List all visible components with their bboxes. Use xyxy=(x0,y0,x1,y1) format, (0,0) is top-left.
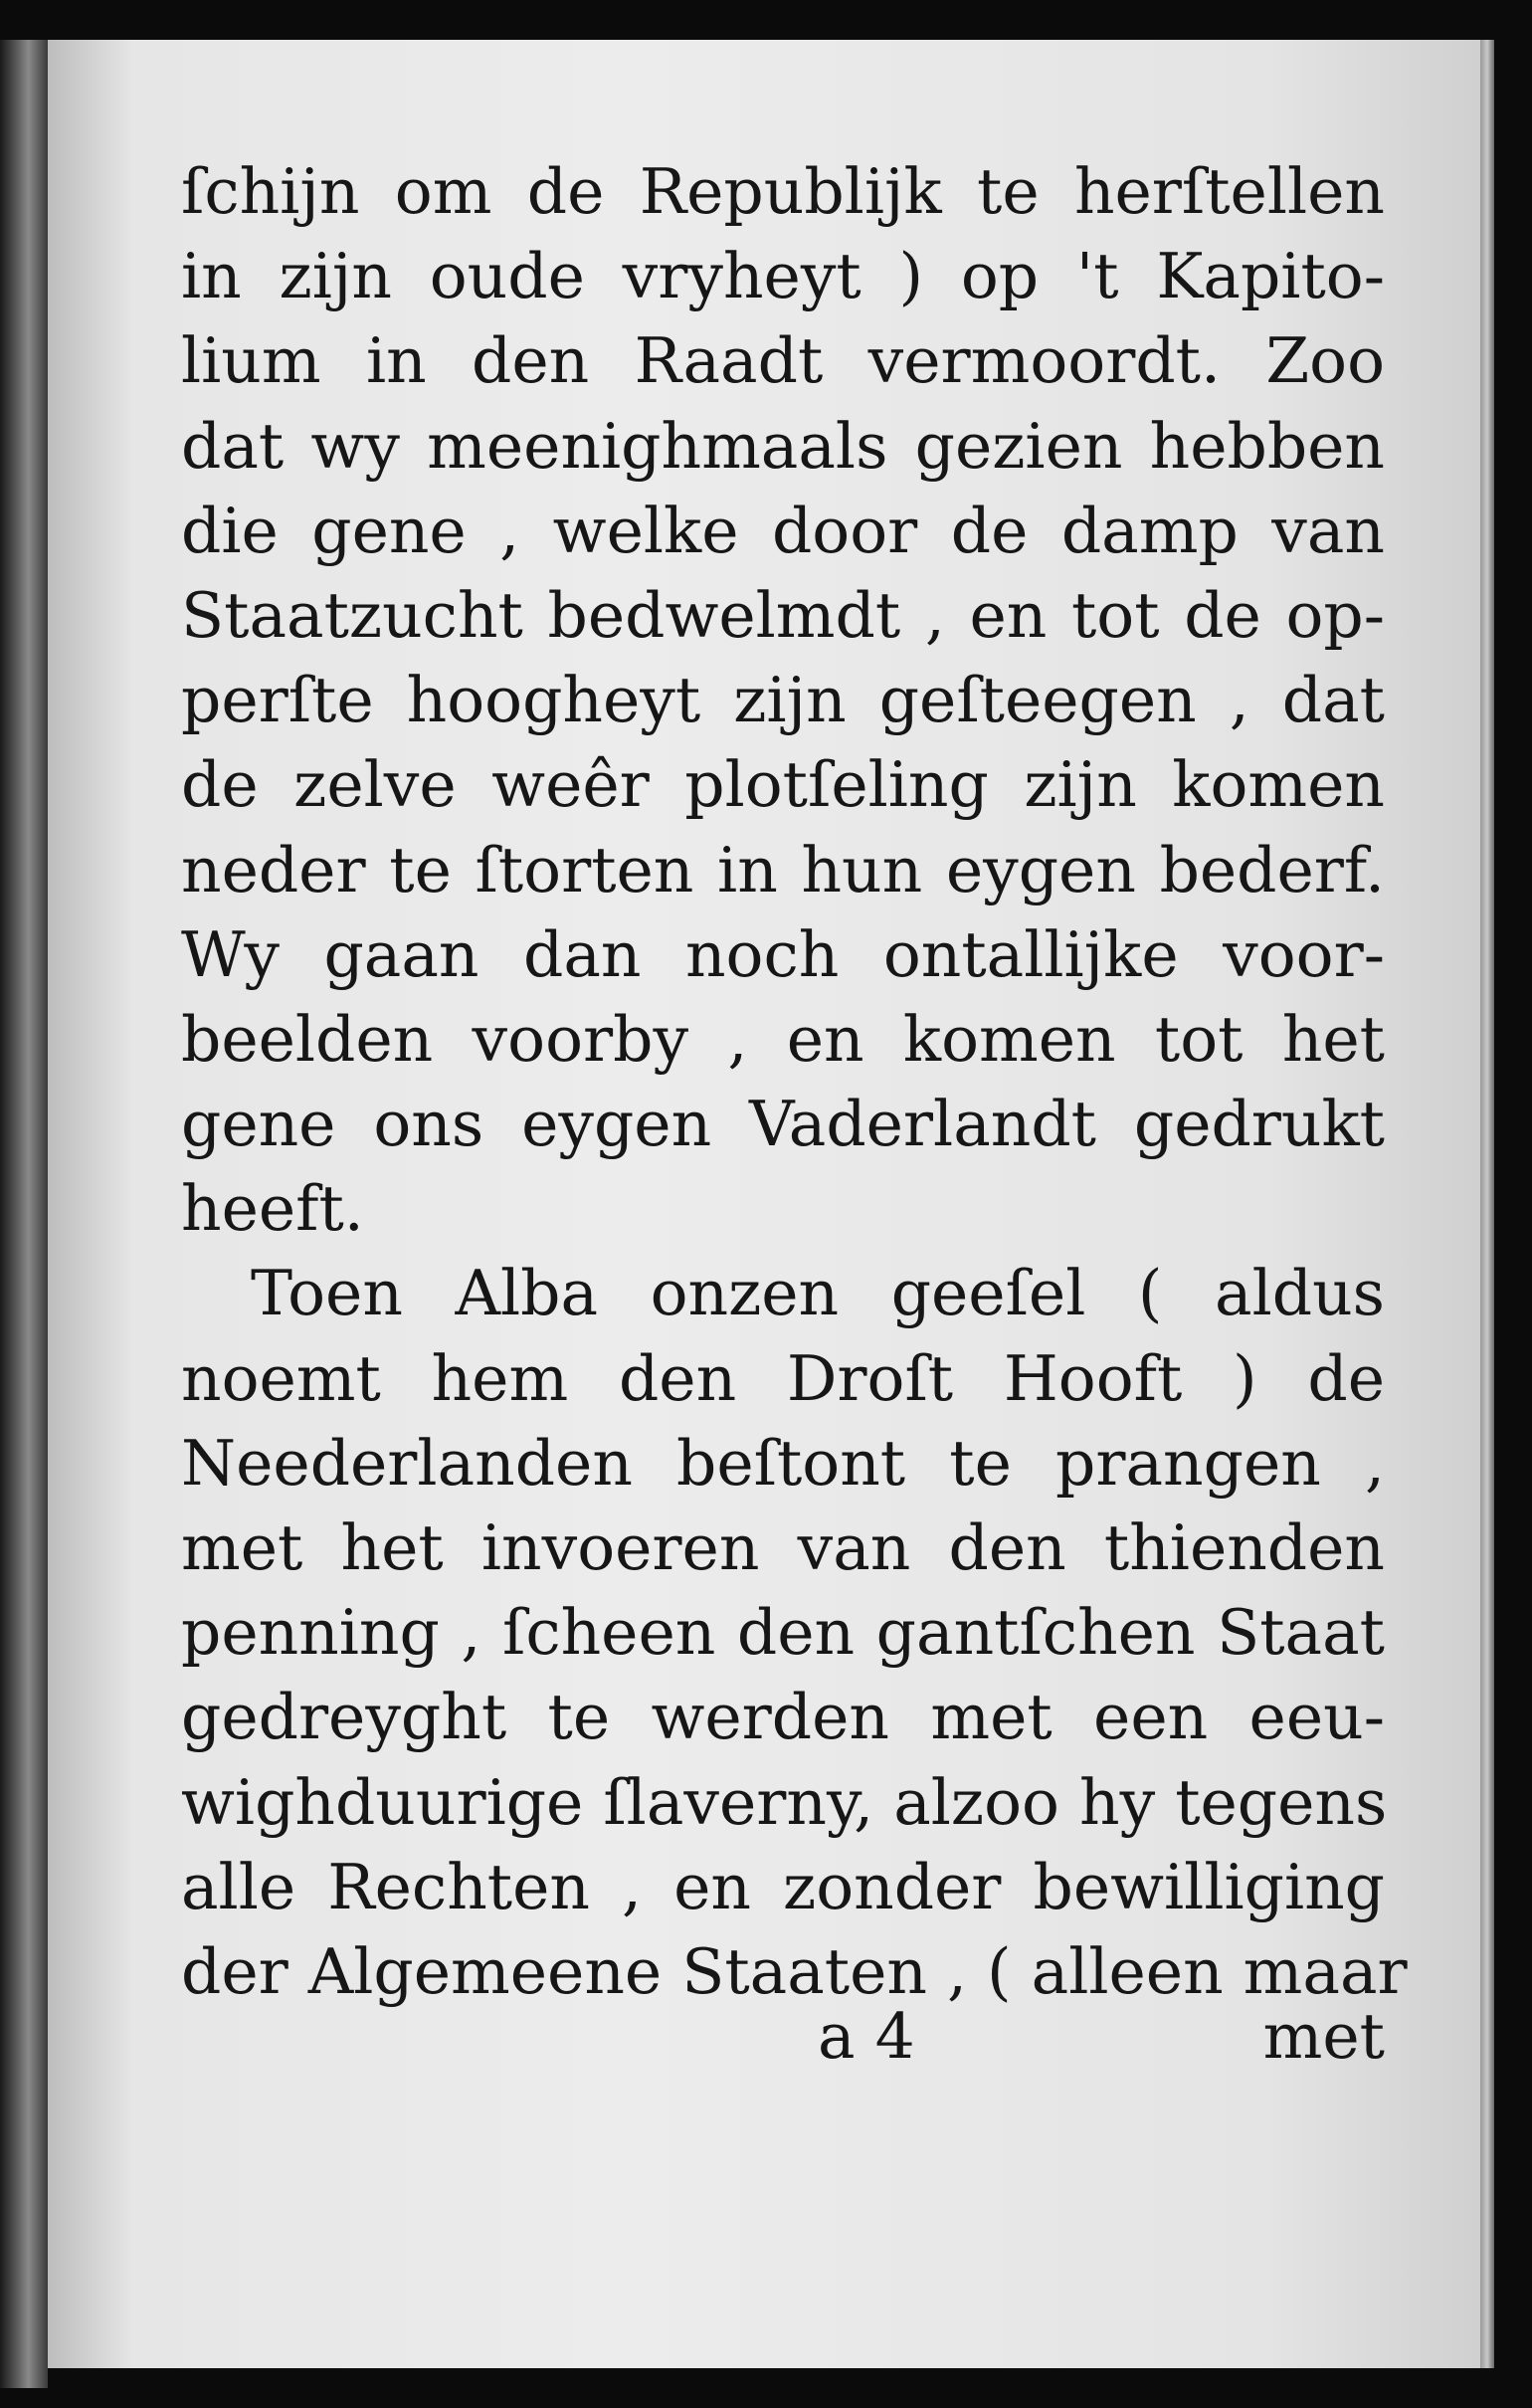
text-line: heeft. xyxy=(181,1172,364,1246)
text-line: lium in den Raadt vermoordt. Zoo xyxy=(181,324,1385,398)
text-line: der Algemeene Staaten , ( alleen maar xyxy=(181,1934,1408,2008)
text-line: penning , ſcheen den gantſchen Staat xyxy=(181,1596,1385,1670)
text-line: alle Rechten , en zonder bewilliging xyxy=(181,1850,1385,1923)
body-text xyxy=(181,149,1408,2014)
page-edge xyxy=(1480,40,1494,2368)
text-line: beelden voorby , en komen tot het xyxy=(181,1002,1385,1076)
text-line: ſchijn om de Republijk te herſtellen xyxy=(181,155,1385,228)
page-footer xyxy=(181,2000,1385,2090)
catchword: met xyxy=(1262,2000,1385,2073)
text-line: Neederlanden beſtont te prangen , xyxy=(181,1426,1385,1500)
text-line: gedreyght te werden met een eeu- xyxy=(181,1681,1385,1754)
text-line: gene ons eygen Vaderlandt gedrukt xyxy=(181,1088,1385,1161)
text-line: in zijn oude vryheyt ) op 't Kapito- xyxy=(181,240,1385,313)
text-line: wighduurige ſlaverny, alzoo hy tegens xyxy=(181,1765,1388,1839)
text-line: Staatzucht bedwelmdt , en tot de op- xyxy=(181,578,1385,652)
text-line: Wy gaan dan noch ontallijke voor- xyxy=(181,917,1385,991)
signature-mark: a 4 xyxy=(818,2000,915,2073)
text-line: perſte hoogheyt zijn geſteegen , dat xyxy=(181,664,1385,737)
text-line: de zelve weêr plotſeling zijn komen xyxy=(181,748,1385,822)
text-line: die gene , welke door de damp van xyxy=(181,494,1385,567)
book-spine xyxy=(0,40,48,2388)
paragraph-start-line: Toen Alba onzen geeſel ( aldus xyxy=(251,1257,1385,1330)
text-line: noemt hem den Droſt Hooft ) de xyxy=(181,1341,1385,1415)
text-line: met het invoeren van den thienden xyxy=(181,1511,1385,1584)
text-line: neder te ſtorten in hun eygen bederf. xyxy=(181,833,1385,906)
text-line: dat wy meenighmaals gezien hebben xyxy=(181,409,1385,483)
